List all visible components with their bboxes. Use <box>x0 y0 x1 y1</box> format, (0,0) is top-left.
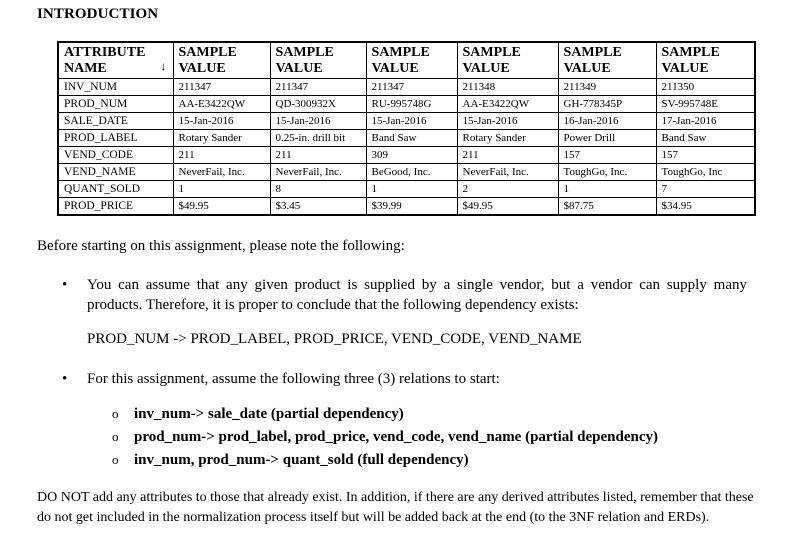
attribute-name-cell: QUANT_SOLD <box>58 181 173 198</box>
header-sample-value: SAMPLE VALUE <box>457 42 558 79</box>
table-row <box>58 130 755 147</box>
table-cell: 157 <box>558 147 656 164</box>
relation-item: inv_num, prod_num-> quant_sold (full dependency) <box>134 452 469 468</box>
table-cell: 309 <box>366 147 457 164</box>
header-sample-value: SAMPLE VALUE <box>558 42 656 79</box>
circle-bullet-icon: o <box>112 429 119 444</box>
closing-instructions: DO NOT add any attributes to those that already exist. In addition, if there are any derived attributes listed, remember that these do not get included in the normalization process itself but will be added back at the end (to the 3NF relation and ERDs). <box>37 490 754 525</box>
attribute-name-cell: PROD_LABEL <box>58 130 173 147</box>
table-cell: 1 <box>173 181 270 198</box>
table-cell: ToughGo, Inc. <box>558 164 656 181</box>
table-cell: AA-E3422QW <box>173 96 270 113</box>
header-attribute-line1: ATTRIBUTE <box>64 45 146 60</box>
table-cell: 2 <box>457 181 558 198</box>
arrow-down-icon: ↓ <box>160 59 167 73</box>
table-cell: $49.95 <box>173 198 270 216</box>
circle-bullet-icon: o <box>112 452 119 467</box>
table-header-row <box>58 42 755 79</box>
table-cell: $34.95 <box>656 198 755 216</box>
table-cell: Rotary Sander <box>173 130 270 147</box>
attribute-name-cell: SALE_DATE <box>58 113 173 130</box>
bullet-marker: • <box>62 277 68 293</box>
relation-item: prod_num-> prod_label, prod_price, vend_code, vend_name (partial dependency) <box>134 429 659 445</box>
table-cell: NeverFail, Inc. <box>270 164 366 181</box>
table-cell: 8 <box>270 181 366 198</box>
table-cell: 16-Jan-2016 <box>558 113 656 130</box>
header-sample-value: SAMPLE VALUE <box>173 42 270 79</box>
table-cell: Power Drill <box>558 130 656 147</box>
attribute-table <box>57 41 756 216</box>
table-cell: 211347 <box>366 79 457 96</box>
table-row <box>58 147 755 164</box>
table-cell: 7 <box>656 181 755 198</box>
table-cell: ToughGo, Inc <box>656 164 755 181</box>
attribute-name-cell: VEND_NAME <box>58 164 173 181</box>
header-sample-value: SAMPLE VALUE <box>270 42 366 79</box>
table-cell: $49.95 <box>457 198 558 216</box>
relation-item: inv_num-> sale_date (partial dependency) <box>134 406 404 422</box>
table-cell: NeverFail, Inc. <box>457 164 558 181</box>
table-cell: SV-995748E <box>656 96 755 113</box>
table-cell: QD-300932X <box>270 96 366 113</box>
table-body <box>58 79 755 216</box>
table-cell: 1 <box>366 181 457 198</box>
header-sample-value: SAMPLE VALUE <box>656 42 755 79</box>
table-cell: RU-995748G <box>366 96 457 113</box>
table-cell: GH-778345P <box>558 96 656 113</box>
table-cell: NeverFail, Inc. <box>173 164 270 181</box>
table-cell: 15-Jan-2016 <box>270 113 366 130</box>
table-cell: 211 <box>270 147 366 164</box>
table-cell: 211348 <box>457 79 558 96</box>
table-row <box>58 79 755 96</box>
table-row <box>58 198 755 216</box>
table-cell: 15-Jan-2016 <box>366 113 457 130</box>
bullet-relations-intro: For this assignment, assume the following three (3) relations to start: <box>87 371 500 387</box>
table-row <box>58 181 755 198</box>
table-row <box>58 96 755 113</box>
attribute-name-cell: PROD_NUM <box>58 96 173 113</box>
bullet-marker: • <box>62 371 68 387</box>
attribute-name-cell: VEND_CODE <box>58 147 173 164</box>
attribute-name-cell: PROD_PRICE <box>58 198 173 216</box>
table-cell: 15-Jan-2016 <box>457 113 558 130</box>
header-attribute-line2: NAME <box>64 61 107 76</box>
table-cell: 157 <box>656 147 755 164</box>
table-cell: Rotary Sander <box>457 130 558 147</box>
circle-bullet-icon: o <box>112 406 119 421</box>
bullet-vendor-assumption: You can assume that any given product is supplied by a single vendor, but a vendor can supply many products. Therefore, it is proper to conclude that the following dependency exists: <box>87 277 747 313</box>
table-cell: 211 <box>173 147 270 164</box>
attribute-name-cell: INV_NUM <box>58 79 173 96</box>
intro-note: Before starting on this assignment, please note the following: <box>37 238 405 254</box>
table-cell: 211347 <box>173 79 270 96</box>
table-row <box>58 164 755 181</box>
section-heading: INTRODUCTION <box>37 6 159 22</box>
header-sample-value: SAMPLE VALUE <box>366 42 457 79</box>
table-cell: 1 <box>558 181 656 198</box>
table-cell: AA-E3422QW <box>457 96 558 113</box>
table-cell: 17-Jan-2016 <box>656 113 755 130</box>
table-cell: Band Saw <box>656 130 755 147</box>
table-cell: 211349 <box>558 79 656 96</box>
table-row <box>58 113 755 130</box>
table-cell: 15-Jan-2016 <box>173 113 270 130</box>
table-cell: $3.45 <box>270 198 366 216</box>
header-attribute-name <box>58 42 173 79</box>
table-cell: $87.75 <box>558 198 656 216</box>
table-cell: 0.25-in. drill bit <box>270 130 366 147</box>
table-cell: Band Saw <box>366 130 457 147</box>
table-cell: 211 <box>457 147 558 164</box>
table-cell: 211350 <box>656 79 755 96</box>
table-cell: $39.99 <box>366 198 457 216</box>
dependency-statement: PROD_NUM -> PROD_LABEL, PROD_PRICE, VEND_CODE, VEND_NAME <box>87 331 582 347</box>
table-cell: 211347 <box>270 79 366 96</box>
table-cell: BeGood, Inc. <box>366 164 457 181</box>
